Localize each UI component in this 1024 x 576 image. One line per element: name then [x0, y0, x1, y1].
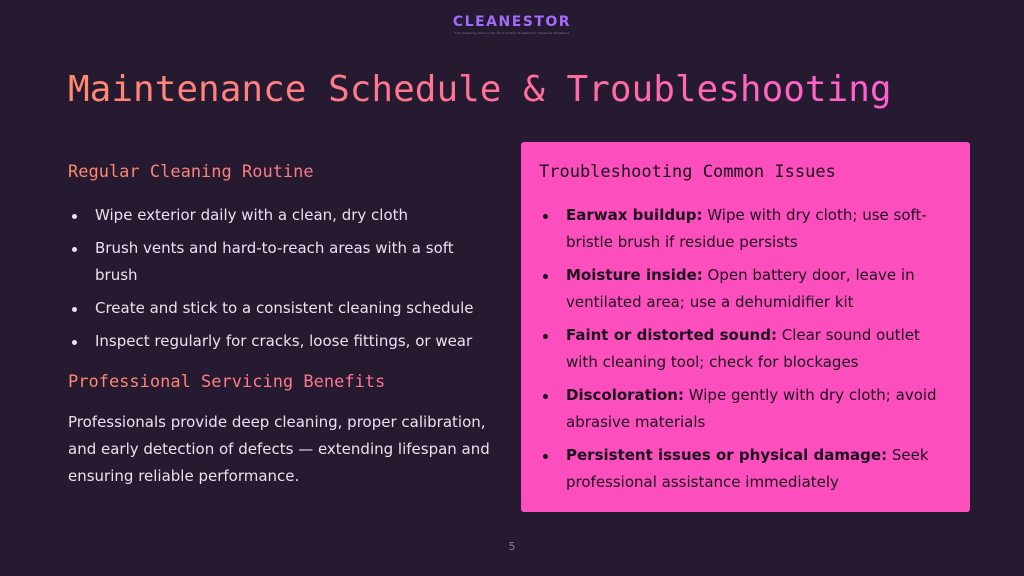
list-item-text: Inspect regularly for cracks, loose fittings, or wear [95, 332, 473, 350]
issue-detail: Seek professional assistance immediately [566, 446, 929, 491]
list-item [68, 235, 498, 289]
bullet-dot-icon [543, 274, 548, 279]
list-item [68, 295, 498, 322]
page-number: 5 [508, 540, 516, 553]
list-item [68, 202, 498, 229]
list-item [539, 442, 952, 496]
logo-tagline: The Cleaning Choice For All And One Trusted For Cleaning Solutions [454, 31, 570, 35]
bullet-dot-icon [543, 394, 548, 399]
list-item [68, 328, 498, 355]
list-item [539, 322, 952, 376]
issue-detail: Wipe gently with dry cloth; avoid abrasive materials [566, 386, 937, 431]
list-item-text: Brush vents and hard-to-reach areas with a soft brush [95, 239, 454, 284]
issue-term: Faint or distorted sound: [566, 326, 777, 344]
slide-title: Maintenance Schedule & Troubleshooting [68, 69, 892, 110]
troubleshooting-list [539, 202, 952, 496]
list-item [539, 262, 952, 316]
issue-term: Earwax buildup: [566, 206, 703, 224]
list-item-text: Wipe exterior daily with a clean, dry cloth [95, 206, 409, 224]
bullet-dot-icon [72, 340, 77, 345]
issue-term: Moisture inside: [566, 266, 703, 284]
professional-text: Professionals provide deep cleaning, proper calibration, and early detection of defects — extending lifespan and ensuring reliable performance. [68, 413, 490, 485]
left-column [68, 160, 498, 490]
bullet-dot-icon [72, 307, 77, 312]
issue-term: Discoloration: [566, 386, 684, 404]
bullet-dot-icon [543, 334, 548, 339]
routine-heading: Regular Cleaning Routine [68, 160, 498, 184]
bullet-dot-icon [543, 214, 548, 219]
troubleshooting-heading: Troubleshooting Common Issues [539, 162, 836, 182]
bullet-dot-icon [72, 214, 77, 219]
bullet-dot-icon [72, 247, 77, 252]
list-item [539, 202, 952, 256]
brand-logo [0, 14, 1024, 35]
troubleshooting-panel [521, 142, 970, 512]
list-item-text: Create and stick to a consistent cleaning schedule [95, 299, 474, 317]
issue-detail: Wipe with dry cloth; use soft-bristle brush if residue persists [566, 206, 927, 251]
list-item [539, 382, 952, 436]
professional-heading: Professional Servicing Benefits [68, 370, 498, 394]
routine-list [68, 202, 498, 355]
issue-term: Persistent issues or physical damage: [566, 446, 888, 464]
issue-detail: Open battery door, leave in ventilated area; use a dehumidifier kit [566, 266, 915, 311]
logo-wordmark: CLEANESTOR [0, 14, 1024, 30]
bullet-dot-icon [543, 454, 548, 459]
issue-detail: Clear sound outlet with cleaning tool; check for blockages [566, 326, 920, 371]
